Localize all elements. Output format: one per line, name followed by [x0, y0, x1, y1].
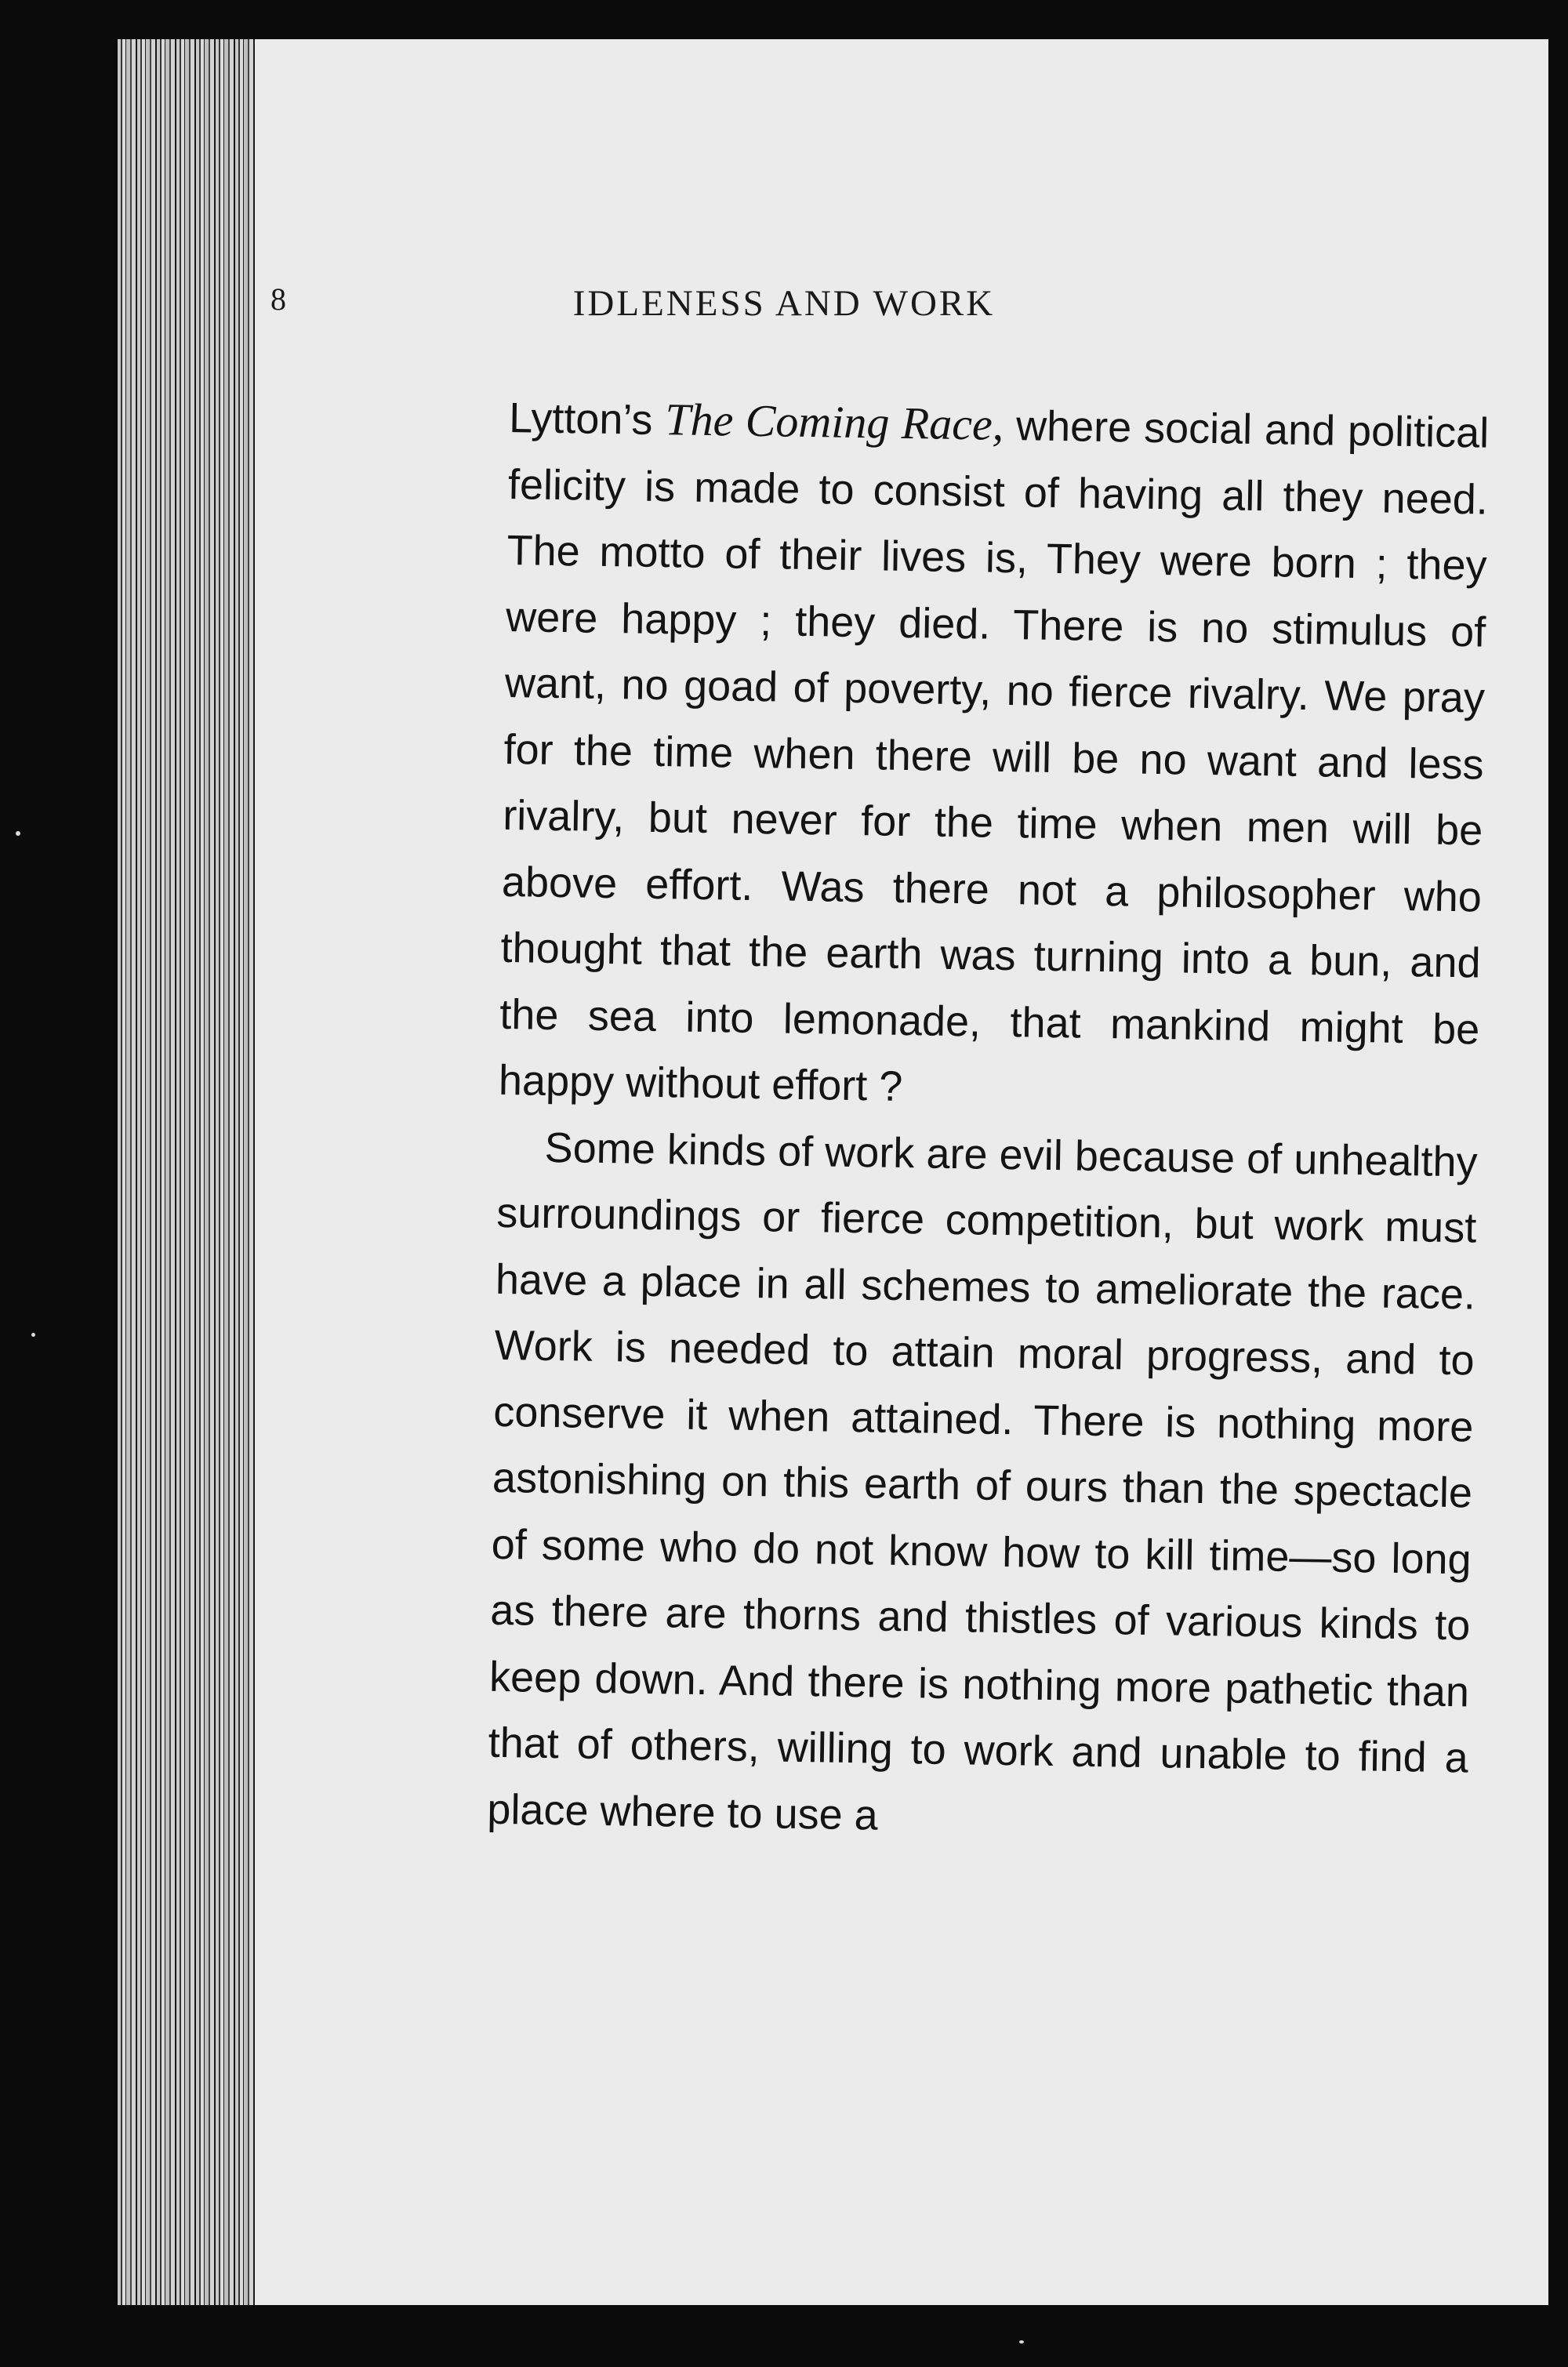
paragraph-1-text: where social and political felicity is made to consist of having all they need. The motto of their lives is, They were born ; they were happy ; they died. There is no stimulus of want, no goad of poverty, no fierce rivalry. We pray for the time when there will be no want and less rivalry, but never for the time when men will be above effort. Was there not a philosopher who thought that the earth was turning into a bun, and the sea into lemonade, that mankind might be happy without effort ?: [498, 401, 1490, 1110]
page-block-edges: [118, 39, 255, 2305]
book-title: The Coming Race,: [664, 394, 1004, 450]
paragraph-2: Some kinds of work are evil because of unhealthy surroundings or fierce competition, but work must have a place in all schemes to ameliorate the race. Work is needed to attain moral progress, and to conserve it when attained. There is nothing more astonishing on this earth of ours than the spectacle of some who do not know how to kill time—so long as there are thorns and thistles of various kinds to keep down. And there is nothing more pathetic than that of others, willing to work and unable to find a place where to use a: [486, 1124, 1479, 1839]
page-header: [270, 249, 1298, 328]
dust-speck: [16, 831, 20, 836]
page-number: 8: [270, 281, 286, 317]
body-text: [487, 384, 1490, 1857]
paragraph-1-lead: Lytton’s: [508, 394, 666, 445]
running-head: IDLENESS AND WORK: [572, 283, 996, 324]
paragraph-1: [498, 384, 1489, 1129]
dust-speck: [1019, 2340, 1024, 2343]
dust-speck: [31, 1333, 35, 1337]
